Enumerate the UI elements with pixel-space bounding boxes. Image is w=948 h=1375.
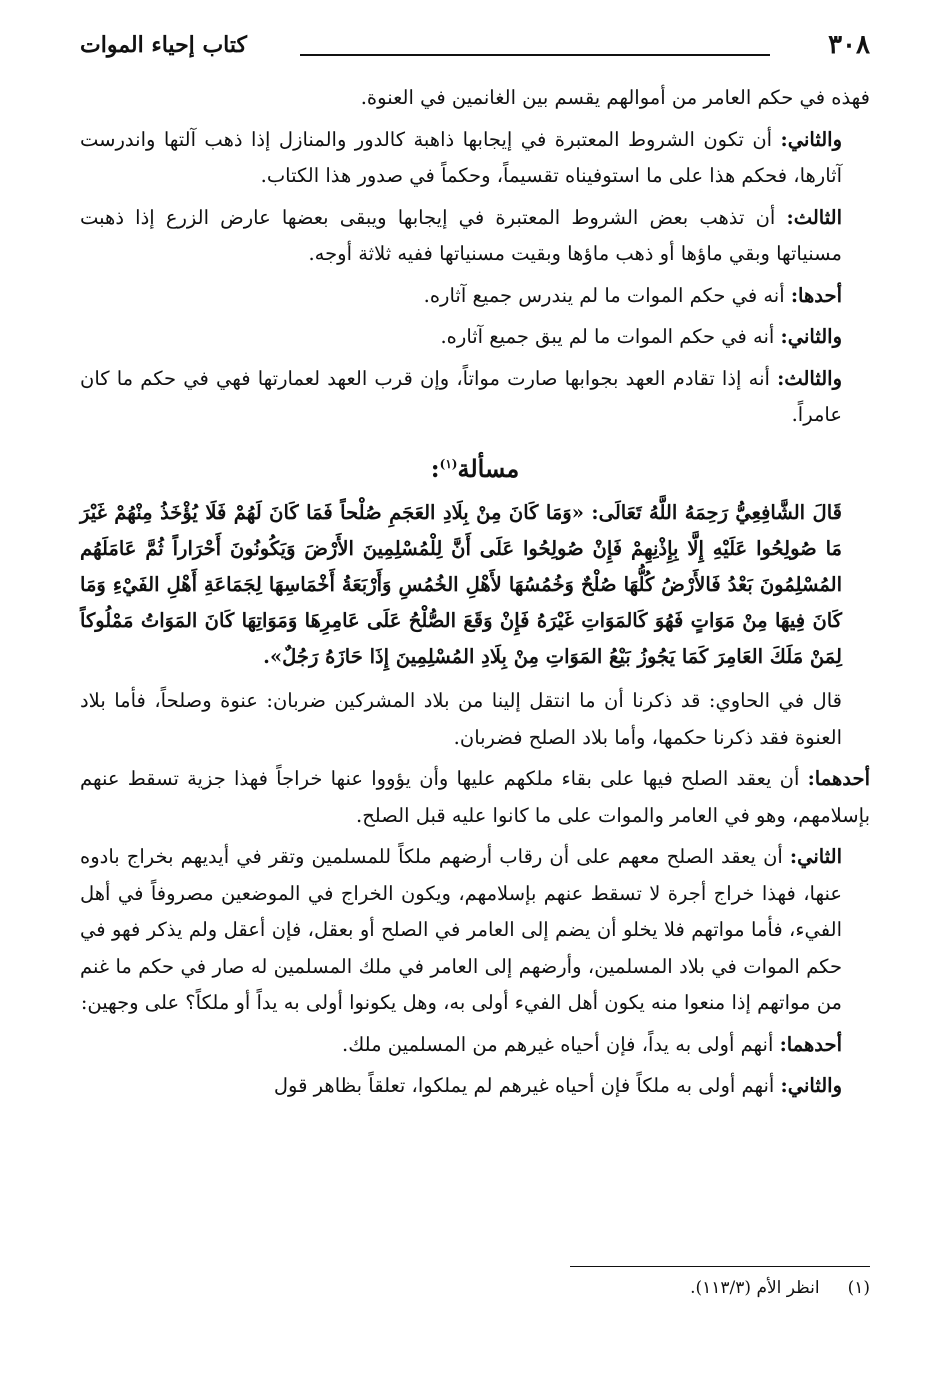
paragraph <box>80 319 870 356</box>
paragraph <box>80 278 870 315</box>
footnote-number: (١) <box>847 1278 870 1298</box>
paragraph <box>80 200 870 273</box>
paragraph-label: أحدهما: <box>779 1032 842 1056</box>
paragraph-label: أحدهما: <box>807 767 870 790</box>
paragraph-text: أنه إذا تقادم العهد بجوابها صارت مواتاً، وإن قرب العهد لعمارتها فهي في حكم ما كان عامراً. <box>80 366 842 426</box>
footnote-text: انظر الأم (١١٣/٣). <box>690 1278 820 1298</box>
paragraph <box>80 80 870 117</box>
section-heading-text: مسألة <box>457 453 520 483</box>
paragraph <box>80 761 870 834</box>
paragraph-text: فهذه في حكم العامر من أموالهم يقسم بين الغانمين في العنوة. <box>360 86 870 109</box>
page-body <box>80 80 870 1110</box>
paragraph-text: أنه في حكم الموات ما لم يبق جميع آثاره. <box>440 325 781 348</box>
paragraph <box>80 122 870 195</box>
paragraph <box>80 839 870 1022</box>
paragraph-text: أنهم أولى به ملكاً فإن أحياه غيرهم لم يملكوا، تعلقاً بظاهر قول <box>273 1074 781 1097</box>
paragraph <box>80 361 870 434</box>
footnote <box>80 1278 870 1298</box>
paragraph <box>80 1027 870 1064</box>
paragraph-text: قال في الحاوي: قد ذكرنا أن ما انتقل إلينا من بلاد المشركين ضربان: عنوة وصلحاً، فأما بلاد العنوة فقد ذكرنا حكمها، وأما بلاد الصلح فضربان. <box>80 689 842 749</box>
paragraph-label: والثاني: <box>780 325 842 348</box>
paragraph-label: والثاني: <box>780 127 842 151</box>
paragraph-label: أحدها: <box>790 283 842 307</box>
paragraph-label: والثاني: <box>780 1074 842 1097</box>
paragraph-text: أن تكون الشروط المعتبرة في إيجابها ذاهبة كالدور والمنازل إذا ذهب آلتها واندرست آثارها، فحكم هذا على ما استوفيناه تقسيماً، وحكماً في صدور هذا الكتاب. <box>80 127 842 187</box>
page-number: ٣٠٨ <box>828 30 870 60</box>
paragraph-text: أن تذهب بعض الشروط المعتبرة في إيجابها ويبقى بعضها عارض الزرع إذا ذهبت مسنياتها وبقي ماؤها أو ذهب ماؤها وبقيت مسنياتها ففيه ثلاثة أوجه. <box>80 205 842 265</box>
paragraph <box>80 683 870 756</box>
section-heading <box>80 446 870 488</box>
paragraph-text: أنهم أولى به يداً، فإن أحياه غيرهم من المسلمين ملك. <box>342 1032 780 1056</box>
page-header <box>80 30 870 70</box>
paragraph-label: والثالث: <box>777 366 842 390</box>
paragraph-label: الثاني: <box>789 845 842 868</box>
running-title: كتاب إحياء الموات <box>80 32 247 58</box>
paragraph <box>80 1068 870 1105</box>
shafii-quote <box>80 495 870 675</box>
quote-text: قَالَ الشَّافِعِيُّ رَحِمَهُ اللَّهُ تَعَالَى: «وَمَا كَانَ مِنْ بِلَادِ العَجَمِ صُلْحاً فَمَا كَانَ لَهُمْ فَلَا يُؤْخَذُ مِنْهُمْ غَيْرَ مَا صُولِحُوا عَلَيْهِ إِلَّا بِإِذْنِهِمْ فَإِنْ صُولِحُوا عَلَى أَنَّ لِلْمُسْلِمِينَ الأَرْضَ وَيَكُونُونَ أَحْرَاراً ثُمَّ عَامَلَهُم المُسْلِمُونَ بَعْدُ فَالأَرْضُ كُلُّهَا صُلْحٌ وَخُمُسُهَا لأَهْلِ الخُمُسِ وَأَرْبَعَةُ أَخْمَاسِهَا لِجَمَاعَةِ أَهْلِ الفَيْءِ وَمَا كَانَ فِيهَا مِنْ مَوَاتٍ فَهُوَ كَالمَوَاتِ غَيْرَهُ فَإِنْ وَقَعَ الصُّلْحُ عَلَى عَامِرِهَا وَمَوَاتِهَا كَانَ المَوَاتُ مَمْلُوكاً لِمَنْ مَلَكَ العَامِرَ كَمَا يَجُوزُ بَيْعُ المَوَاتِ مِنْ بِلَادِ المُسْلِمِينَ إِذَا حَازَهُ رَجُلٌ». <box>80 501 842 668</box>
footnote-rule <box>570 1266 870 1267</box>
paragraph-text: أن يعقد الصلح معهم على أن رقاب أرضهم ملكاً للمسلمين وتقر في أيديهم بخراج بادوه عنها، فهذا خراج أجرة لا تسقط عنهم بإسلامهم، ويكون الخراج في الموضعين مصروفاً في أهل الفيء، فأما مواتهم فلا يخلو أن يضم إلى العامر في الصلح أو بعقل، فإن أعقل ولم يذكر فهو في حكم الموات في بلاد المسلمين، وأرضهم إلى العامر في ملك المسلمين له صار في حكم ما غنم من مواتهم إذا منعوا منه يكون أهل الفيء أولى به، وهل يكونوا أولى به يداً أو ملكاً؟ على وجهين: <box>80 845 842 1014</box>
paragraph-label: الثالث: <box>786 205 842 229</box>
footnote-ref[interactable]: (١) <box>439 456 458 471</box>
heading-colon: : <box>430 453 440 483</box>
paragraph-text: أنه في حكم الموات ما لم يندرس جميع آثاره. <box>423 283 791 307</box>
header-rule <box>300 54 770 56</box>
paragraph-text: أن يعقد الصلح فيها على بقاء ملكهم عليها وأن يؤووا عنها خراجاً فهذا جزية تسقط عنهم بإسلامهم، وهو في العامر والموات على ما كانوا عليه قبل الصلح. <box>80 767 870 827</box>
